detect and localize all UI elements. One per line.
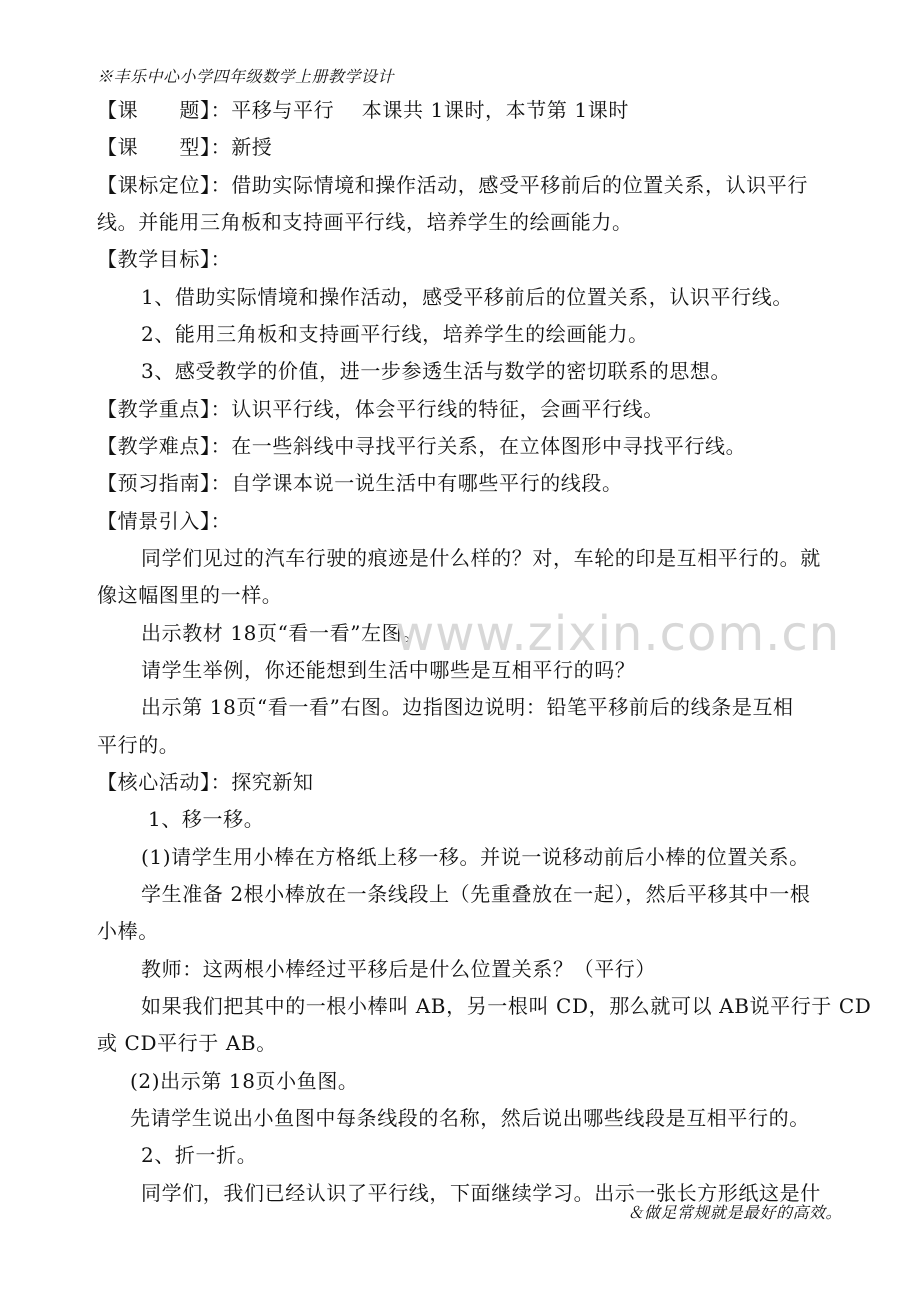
ab-cd-explanation-cont: 或 CD平行于 AB。 [97,1031,277,1055]
page-header: ※丰乐中心小学四年级数学上册教学设计 [97,67,395,86]
lesson-type-line: 【课 型】：新授 [97,135,273,159]
intro-paragraph-cont: 像这幅图里的一样。 [97,583,283,607]
intro-student-examples: 请学生举例，你还能想到生活中哪些是互相平行的吗？ [141,658,636,682]
activity-1-step-1: (1)请学生用小棒在方格纸上移一移。并说一说移动前后小棒的位置关系。 [141,845,810,869]
lesson-title-line: 【课 题】：平移与平行 本课共 1课时，本节第 1课时 [97,98,629,122]
core-activity-heading: 【核心活动】：探究新知 [97,770,314,794]
intro-show-right-figure-cont: 平行的。 [97,733,180,757]
activity-1-step-2: (2)出示第 18页小鱼图。 [130,1069,359,1093]
activity-1-student-prep-cont: 小棒。 [97,919,159,943]
watermark: www.zixin.com.cn [395,606,841,662]
scenario-intro-heading: 【情景引入】： [97,509,232,533]
intro-show-left-figure: 出示教材 18页“看一看”左图。 [141,621,423,645]
activity-2-heading: 2、折一折。 [141,1143,258,1167]
teacher-question: 教师：这两根小棒经过平移后是什么位置关系？（平行） [141,957,656,981]
goal-item-3: 3、感受教学的价值，进一步参透生活与数学的密切联系的思想。 [141,359,732,383]
intro-paragraph: 同学们见过的汽车行驶的痕迹是什么样的？对，车轮的印是互相平行的。就 [141,546,821,570]
teaching-goals-heading: 【教学目标】： [97,247,232,271]
ab-cd-explanation: 如果我们把其中的一根小棒叫 AB，另一根叫 CD，那么就可以 AB说平行于 CD [141,994,872,1018]
page-footer: ＆做足常规就是最好的高效。 [627,1203,842,1222]
activity-1-student-prep: 学生准备 2根小棒放在一条线段上（先重叠放在一起），然后平移其中一根 [141,882,811,906]
standard-positioning-line-cont: 线。并能用三角板和支持画平行线，培养学生的绘画能力。 [97,210,633,234]
teaching-difficulty-line: 【教学难点】：在一些斜线中寻找平行关系，在立体图形中寻找平行线。 [97,434,747,458]
goal-item-2: 2、能用三角板和支持画平行线，培养学生的绘画能力。 [141,322,649,346]
teaching-focus-line: 【教学重点】：认识平行线，体会平行线的特征，会画平行线。 [97,397,664,421]
fish-figure-task: 先请学生说出小鱼图中每条线段的名称，然后说出哪些线段是互相平行的。 [130,1106,810,1130]
activity-2-paragraph: 同学们，我们已经认识了平行线，下面继续学习。出示一张长方形纸这是什 [141,1181,821,1205]
preview-guide-line: 【预习指南】：自学课本说一说生活中有哪些平行的线段。 [97,471,623,495]
activity-1-heading: 1、移一移。 [148,807,265,831]
standard-positioning-line: 【课标定位】：借助实际情境和操作活动，感受平移前后的位置关系，认识平行 [97,173,808,197]
goal-item-1: 1、借助实际情境和操作活动，感受平移前后的位置关系，认识平行线。 [141,285,793,309]
intro-show-right-figure: 出示第 18页“看一看”右图。边指图边说明：铅笔平移前后的线条是互相 [141,695,794,719]
